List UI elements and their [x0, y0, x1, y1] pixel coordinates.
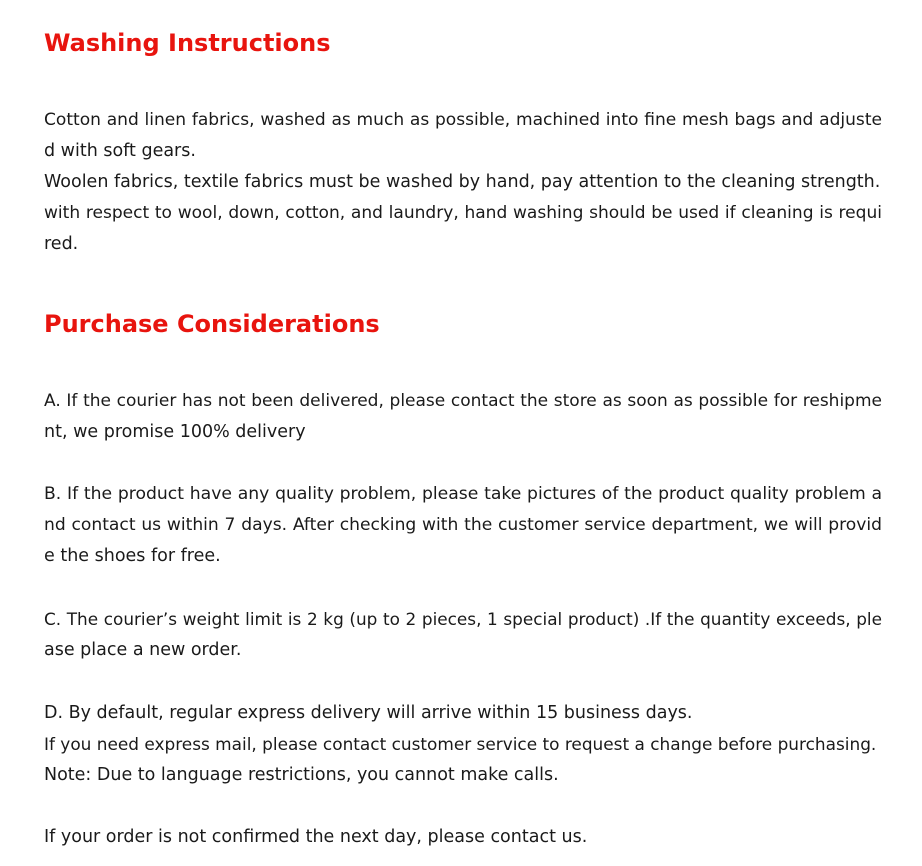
- text-line: Cotton and linen fabrics, washed as much as possible, machined into fine mesh bags and adjuste: [44, 110, 882, 130]
- purchase-item-b: [44, 479, 882, 572]
- text-line: red.: [44, 234, 79, 254]
- order-confirmation-note: [44, 822, 882, 853]
- purchase-item-a: [44, 386, 882, 448]
- text-line: nt, we promise 100% delivery: [44, 422, 306, 442]
- text-line: ase place a new order.: [44, 640, 242, 660]
- text-line: B. If the product have any quality problem, please take pictures of the product quality problem a: [44, 484, 882, 504]
- text-line: D. By default, regular express delivery will arrive within 15 business days.: [44, 703, 693, 723]
- text-line: If your order is not confirmed the next day, please contact us.: [44, 827, 588, 847]
- washing-instructions-heading: Washing Instructions: [44, 29, 331, 57]
- text-line: A. If the courier has not been delivered, please contact the store as soon as possible for reshipme: [44, 391, 882, 411]
- text-line: C. The courier’s weight limit is 2 kg (up to 2 pieces, 1 special product) .If the quantity exceeds, ple: [44, 609, 882, 629]
- purchase-item-c: [44, 604, 882, 666]
- text-line: d with soft gears.: [44, 141, 196, 161]
- text-line: If you need express mail, please contact customer service to request a change before purchasing.: [44, 734, 877, 754]
- washing-instructions-body: [44, 105, 882, 260]
- text-line: with respect to wool, down, cotton, and laundry, hand washing should be used if cleaning is requi: [44, 203, 882, 223]
- purchase-considerations-heading: Purchase Considerations: [44, 310, 380, 338]
- text-line: Woolen fabrics, textile fabrics must be washed by hand, pay attention to the cleaning strength.: [44, 172, 881, 192]
- purchase-item-d: [44, 698, 882, 791]
- text-line: Note: Due to language restrictions, you cannot make calls.: [44, 765, 559, 785]
- text-line: nd contact us within 7 days. After checking with the customer service department, we will provid: [44, 515, 882, 535]
- text-line: e the shoes for free.: [44, 546, 221, 566]
